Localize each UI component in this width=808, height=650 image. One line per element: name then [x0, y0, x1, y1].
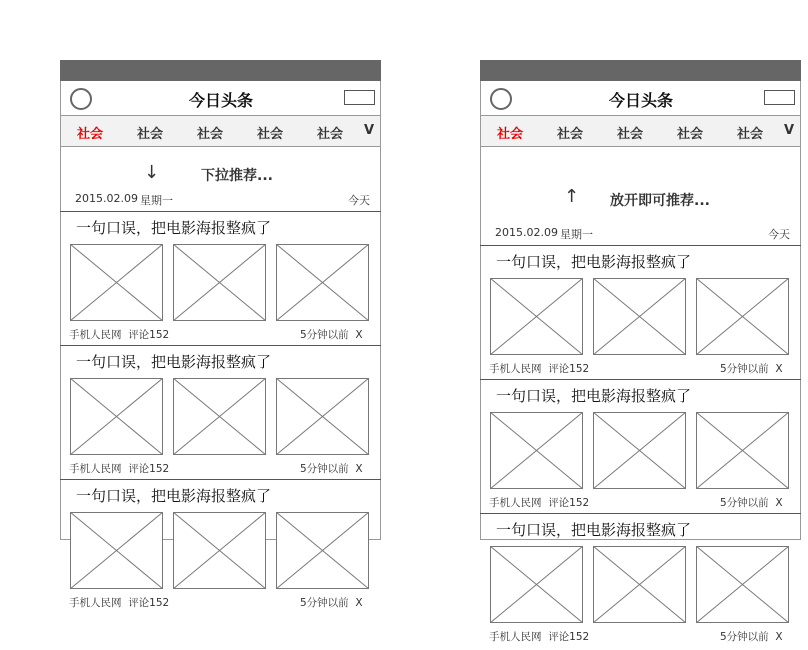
- news-title[interactable]: 一句口误，把电影海报整疯了: [496, 387, 692, 405]
- news-time: 5分钟以前 X: [300, 597, 363, 609]
- divider: [480, 379, 801, 380]
- dismiss-button[interactable]: X: [355, 597, 363, 609]
- tab-5[interactable]: 社会: [737, 127, 764, 142]
- divider: [60, 211, 381, 212]
- news-time: 5分钟以前 X: [720, 631, 783, 643]
- image-placeholder[interactable]: [490, 546, 583, 623]
- news-source: 手机人民网 评论152: [69, 329, 170, 341]
- avatar-circle-icon[interactable]: [490, 88, 512, 110]
- status-bar: [480, 60, 801, 81]
- tab-3[interactable]: 社会: [197, 127, 224, 142]
- news-time: 5分钟以前 X: [720, 497, 783, 509]
- tab-5[interactable]: 社会: [317, 127, 344, 142]
- image-placeholder[interactable]: [593, 412, 686, 489]
- date: 2015.02.09: [495, 226, 558, 239]
- image-placeholder[interactable]: [70, 512, 163, 589]
- dismiss-button[interactable]: X: [355, 463, 363, 475]
- image-placeholder[interactable]: [276, 378, 369, 455]
- image-placeholder[interactable]: [173, 244, 266, 321]
- status-bar: [60, 60, 381, 81]
- tab-3[interactable]: 社会: [617, 127, 644, 142]
- tab-4[interactable]: 社会: [677, 127, 704, 142]
- image-placeholder[interactable]: [173, 378, 266, 455]
- news-title[interactable]: 一句口误，把电影海报整疯了: [76, 353, 272, 371]
- pull-down-arrow-icon: ↓: [144, 162, 160, 183]
- dismiss-button[interactable]: X: [775, 363, 783, 375]
- tab-1[interactable]: 社会: [497, 127, 524, 142]
- news-title[interactable]: 一句口误，把电影海报整疯了: [76, 487, 272, 505]
- release-hint: 放开即可推荐...: [610, 193, 710, 209]
- image-placeholder[interactable]: [276, 244, 369, 321]
- nav-bar: [480, 81, 801, 116]
- release-up-arrow-icon: ↑: [564, 186, 580, 207]
- tab-2[interactable]: 社会: [137, 127, 164, 142]
- news-time: 5分钟以前 X: [720, 363, 783, 375]
- image-placeholder[interactable]: [490, 412, 583, 489]
- image-placeholder[interactable]: [696, 546, 789, 623]
- dismiss-button[interactable]: X: [775, 631, 783, 643]
- tab-2[interactable]: 社会: [557, 127, 584, 142]
- weekday: 星期一: [560, 228, 593, 241]
- image-placeholder[interactable]: [70, 244, 163, 321]
- image-placeholder[interactable]: [276, 512, 369, 589]
- image-placeholder[interactable]: [696, 412, 789, 489]
- news-time: 5分钟以前 X: [300, 463, 363, 475]
- tab-bar: [480, 116, 801, 147]
- image-placeholder[interactable]: [696, 278, 789, 355]
- avatar-circle-icon[interactable]: [70, 88, 92, 110]
- app-title: 今日头条: [608, 91, 673, 110]
- news-title[interactable]: 一句口误，把电影海报整疯了: [496, 521, 692, 539]
- tabs-more-button[interactable]: V: [784, 123, 795, 138]
- image-placeholder[interactable]: [70, 378, 163, 455]
- tab-4[interactable]: 社会: [257, 127, 284, 142]
- image-placeholder[interactable]: [490, 278, 583, 355]
- tab-1[interactable]: 社会: [77, 127, 104, 142]
- news-source: 手机人民网 评论152: [489, 497, 590, 509]
- news-source: 手机人民网 评论152: [69, 597, 170, 609]
- weekday: 星期一: [140, 194, 173, 207]
- news-title[interactable]: 一句口误，把电影海报整疯了: [496, 253, 692, 271]
- image-placeholder[interactable]: [173, 512, 266, 589]
- news-source: 手机人民网 评论152: [69, 463, 170, 475]
- divider: [480, 513, 801, 514]
- search-box-icon[interactable]: [764, 90, 795, 105]
- today-label: 今天: [768, 228, 790, 241]
- divider: [60, 479, 381, 480]
- image-placeholder[interactable]: [593, 546, 686, 623]
- news-source: 手机人民网 评论152: [489, 363, 590, 375]
- dismiss-button[interactable]: X: [355, 329, 363, 341]
- divider: [60, 345, 381, 346]
- news-time: 5分钟以前 X: [300, 329, 363, 341]
- date: 2015.02.09: [75, 192, 138, 205]
- image-placeholder[interactable]: [593, 278, 686, 355]
- today-label: 今天: [348, 194, 370, 207]
- nav-bar: [60, 81, 381, 116]
- news-title[interactable]: 一句口误，把电影海报整疯了: [76, 219, 272, 237]
- search-box-icon[interactable]: [344, 90, 375, 105]
- tabs-more-button[interactable]: V: [364, 123, 375, 138]
- tab-bar: [60, 116, 381, 147]
- divider: [480, 245, 801, 246]
- pull-hint: 下拉推荐...: [201, 168, 273, 184]
- news-source: 手机人民网 评论152: [489, 631, 590, 643]
- app-title: 今日头条: [188, 91, 253, 110]
- dismiss-button[interactable]: X: [775, 497, 783, 509]
